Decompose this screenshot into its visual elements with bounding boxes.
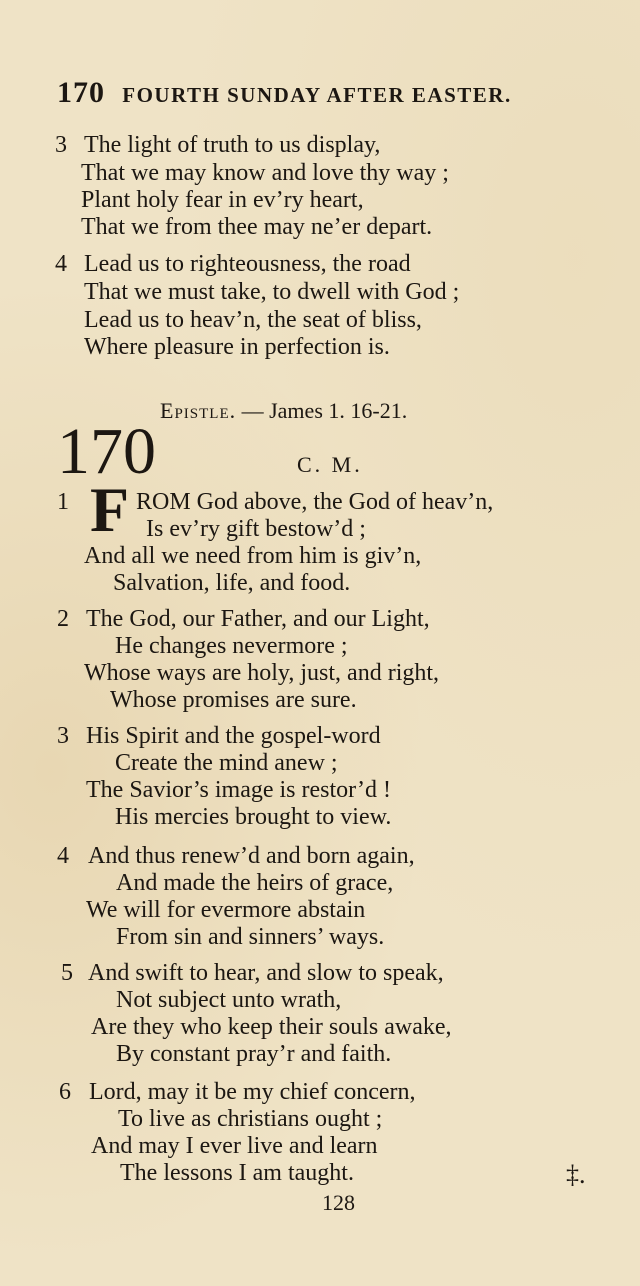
verse-line: And made the heirs of grace, [116, 870, 394, 896]
verse-line: Lead us to righteousness, the road [84, 251, 411, 277]
verse-line: Are they who keep their souls awake, [91, 1014, 452, 1040]
hymn-number: 170 [57, 415, 156, 488]
verse-line: The light of truth to us display, [84, 132, 381, 158]
verse-line: And all we need from him is giv’n, [84, 543, 422, 569]
verse-line: His Spirit and the gospel-word [86, 723, 381, 749]
epistle-heading [160, 398, 407, 424]
verse-line: Create the mind anew ; [115, 750, 338, 776]
verse-line: That we from thee may ne’er depart. [81, 214, 433, 240]
verse-line: We will for evermore abstain [86, 897, 366, 923]
verse-line: And swift to hear, and slow to speak, [88, 960, 444, 986]
verse-line: And thus renew’d and born again, [88, 843, 415, 869]
epistle-dash: — [241, 398, 264, 423]
verse-line: That we must take, to dwell with God ; [84, 279, 460, 305]
stanza-number: 3 [55, 132, 67, 158]
verse-line: That we may know and love thy way ; [81, 160, 449, 186]
verse-line: And may I ever live and learn [91, 1133, 378, 1159]
verse-line: Is ev’ry gift bestow’d ; [146, 516, 366, 542]
stanza-number: 2 [57, 606, 69, 632]
stanza-number: 4 [55, 251, 67, 277]
folio-number: 128 [322, 1190, 355, 1215]
verse-line: ROM God above, the God of heav’n, [136, 489, 494, 515]
stanza-number: 5 [61, 960, 73, 986]
stanza-number: 6 [59, 1079, 71, 1105]
verse-line: By constant pray’r and faith. [116, 1041, 392, 1067]
epistle-label: Epistle. [160, 398, 237, 423]
stanza-number: 1 [57, 489, 69, 515]
verse-line: From sin and sinners’ ways. [116, 924, 385, 950]
drop-cap: F [90, 474, 130, 545]
verse-line: Where pleasure in perfection is. [84, 334, 390, 360]
verse-line: Plant holy fear in ev’ry heart, [81, 187, 364, 213]
verse-line: To live as christians ought ; [118, 1106, 383, 1132]
verse-line: Salvation, life, and food. [113, 570, 351, 596]
verse-line: Not subject unto wrath, [116, 987, 342, 1013]
running-title: FOURTH SUNDAY AFTER EASTER. [122, 83, 512, 107]
verse-line: Whose promises are sure. [110, 687, 357, 713]
verse-line: He changes nevermore ; [115, 633, 348, 659]
stanza-number: 4 [57, 843, 69, 869]
verse-line: Lead us to heav’n, the seat of bliss, [84, 307, 422, 333]
hymn-meter: C. M. [297, 452, 363, 477]
stanza-number: 3 [57, 723, 69, 749]
verse-line: The lessons I am taught. [120, 1160, 354, 1186]
dagger-mark: ‡. [566, 1160, 586, 1189]
running-head [57, 76, 557, 110]
verse-line: The Savior’s image is restor’d ! [86, 777, 392, 803]
verse-line: The God, our Father, and our Light, [86, 606, 430, 632]
verse-line: Whose ways are holy, just, and right, [84, 660, 440, 686]
page-number: 170 [57, 76, 105, 109]
verse-line: His mercies brought to view. [115, 804, 392, 830]
verse-line: Lord, may it be my chief concern, [89, 1079, 416, 1105]
epistle-reference: James 1. 16-21. [269, 398, 408, 423]
